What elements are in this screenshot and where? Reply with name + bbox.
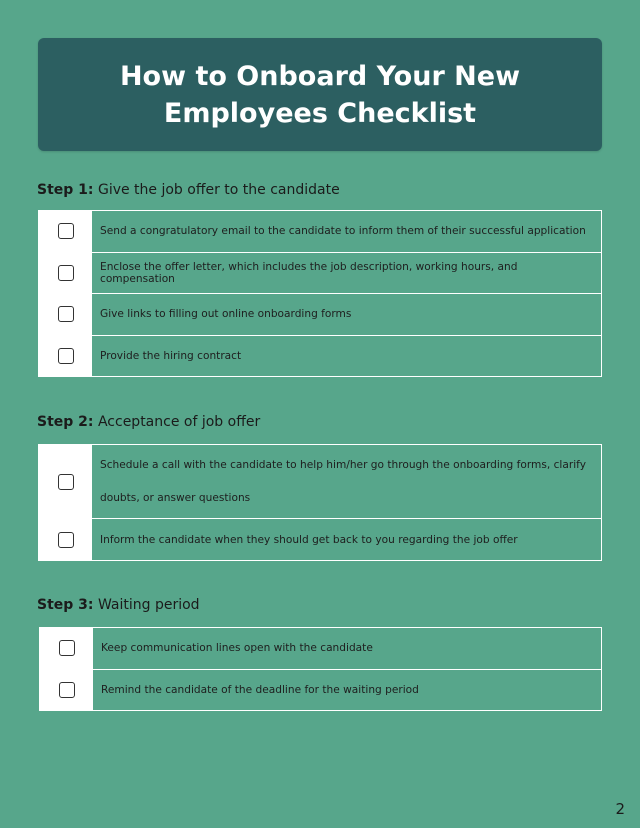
checklist-item-text: Give links to filling out online onboarding forms xyxy=(100,308,352,321)
step-2-heading xyxy=(37,413,260,431)
step-1-checklist xyxy=(38,210,602,377)
checkbox[interactable] xyxy=(58,348,74,364)
checkbox[interactable] xyxy=(58,223,74,239)
checklist-row xyxy=(39,335,601,377)
checklist-item-text: Enclose the offer letter, which includes the job description, working hours, and compensation xyxy=(100,260,518,285)
step-1-name: Give the job offer to the candidate xyxy=(97,182,340,198)
checklist-row xyxy=(39,211,601,252)
checkbox[interactable] xyxy=(59,682,75,698)
checkbox[interactable] xyxy=(58,265,74,281)
step-1-heading xyxy=(37,181,340,199)
title-banner xyxy=(38,38,602,151)
checklist-item-text: Keep communication lines open with the candidate xyxy=(101,642,373,655)
step-3-label: Step 3: xyxy=(37,597,94,613)
checkbox[interactable] xyxy=(58,306,74,322)
checklist-item-text: Inform the candidate when they should get back to you regarding the job offer xyxy=(100,533,518,546)
step-3-checklist xyxy=(39,627,602,711)
checklist-item-text: Schedule a call with the candidate to help him/her go through the onboarding forms, clarify doubts, or answer questions xyxy=(100,458,586,504)
checkbox[interactable] xyxy=(58,474,74,490)
checklist-row xyxy=(39,445,601,518)
checkbox[interactable] xyxy=(59,640,75,656)
checklist-row xyxy=(39,293,601,335)
checkbox[interactable] xyxy=(58,532,74,548)
checklist-row xyxy=(40,628,601,669)
step-3-heading xyxy=(37,596,200,614)
step-3-name: Waiting period xyxy=(97,597,200,613)
page-title: How to Onboard Your New Employees Checklist xyxy=(119,60,521,129)
checklist-item-text: Provide the hiring contract xyxy=(100,349,242,362)
checklist-row xyxy=(39,252,601,294)
page-number: 2 xyxy=(615,800,625,818)
checklist-row xyxy=(40,669,601,711)
step-2-label: Step 2: xyxy=(37,414,94,430)
checklist-item-text: Remind the candidate of the deadline for the waiting period xyxy=(101,683,419,696)
step-2-name: Acceptance of job offer xyxy=(97,414,261,430)
step-1-label: Step 1: xyxy=(37,182,94,198)
checklist-row xyxy=(39,518,601,560)
step-2-checklist xyxy=(38,444,602,561)
checklist-item-text: Send a congratulatory email to the candidate to inform them of their successful application xyxy=(100,225,586,238)
